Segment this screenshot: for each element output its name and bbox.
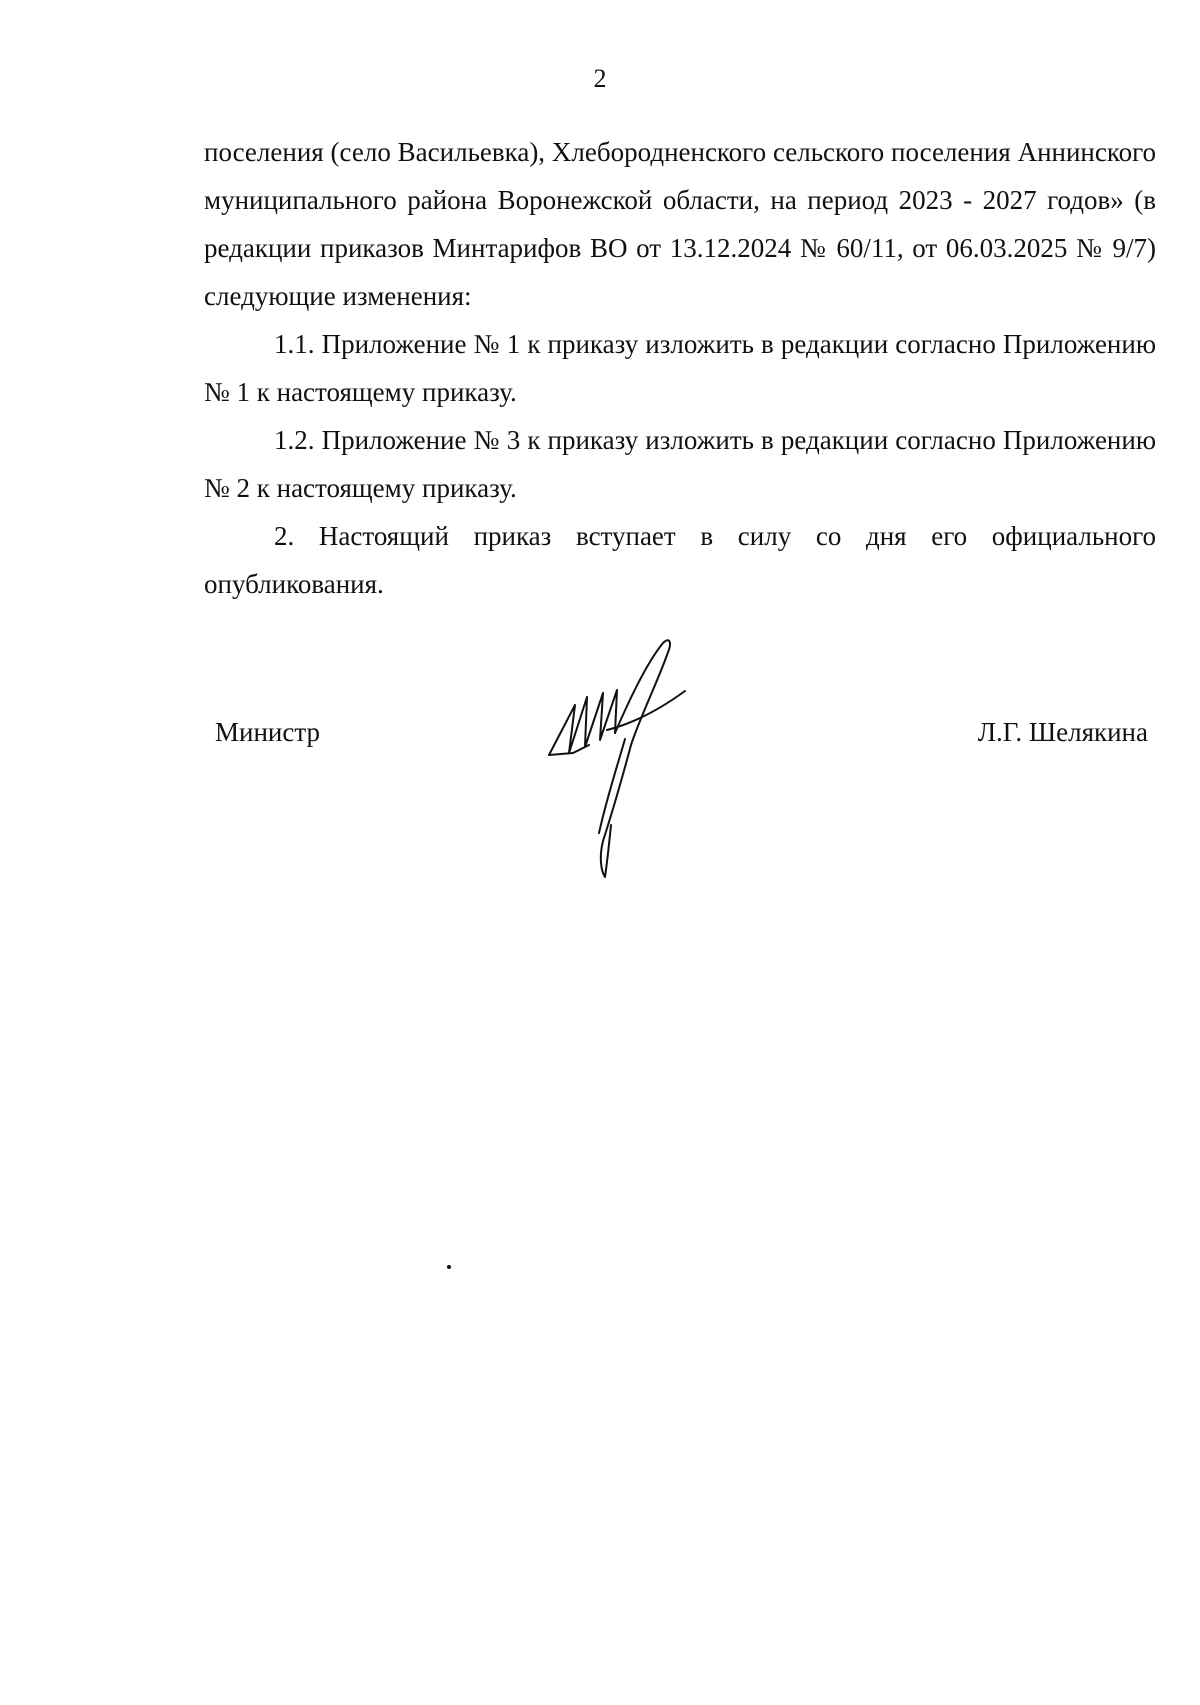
- signatory-name: Л.Г. Шелякина: [977, 717, 1148, 747]
- handwritten-signature: [545, 635, 700, 880]
- stray-dot: [447, 1265, 451, 1269]
- paragraph-item-1-2: 1.2. Приложение № 3 к приказу изложить в редакции согласно Приложению № 2 к настоящему приказу.: [204, 425, 1156, 503]
- paragraph-continuation: поселения (село Васильевка), Хлебородненского сельского поселения Аннинского муниципального района Воронежской области, на период 2023 - 2027 годов» (в редакции приказов Минтарифов ВО от 13.12.2024 № 60/11, от 06.03.2025 № 9/7) следующие изменения:: [204, 137, 1156, 311]
- signatory-title: Министр: [215, 717, 320, 747]
- paragraph-item-2: 2. Настоящий приказ вступает в силу со дня его официального опубликования.: [204, 521, 1156, 599]
- paragraph-item-1-1: 1.1. Приложение № 1 к приказу изложить в редакции согласно Приложению № 1 к настоящему приказу.: [204, 329, 1156, 407]
- page-number: 2: [593, 64, 607, 93]
- document-body: [204, 128, 1156, 608]
